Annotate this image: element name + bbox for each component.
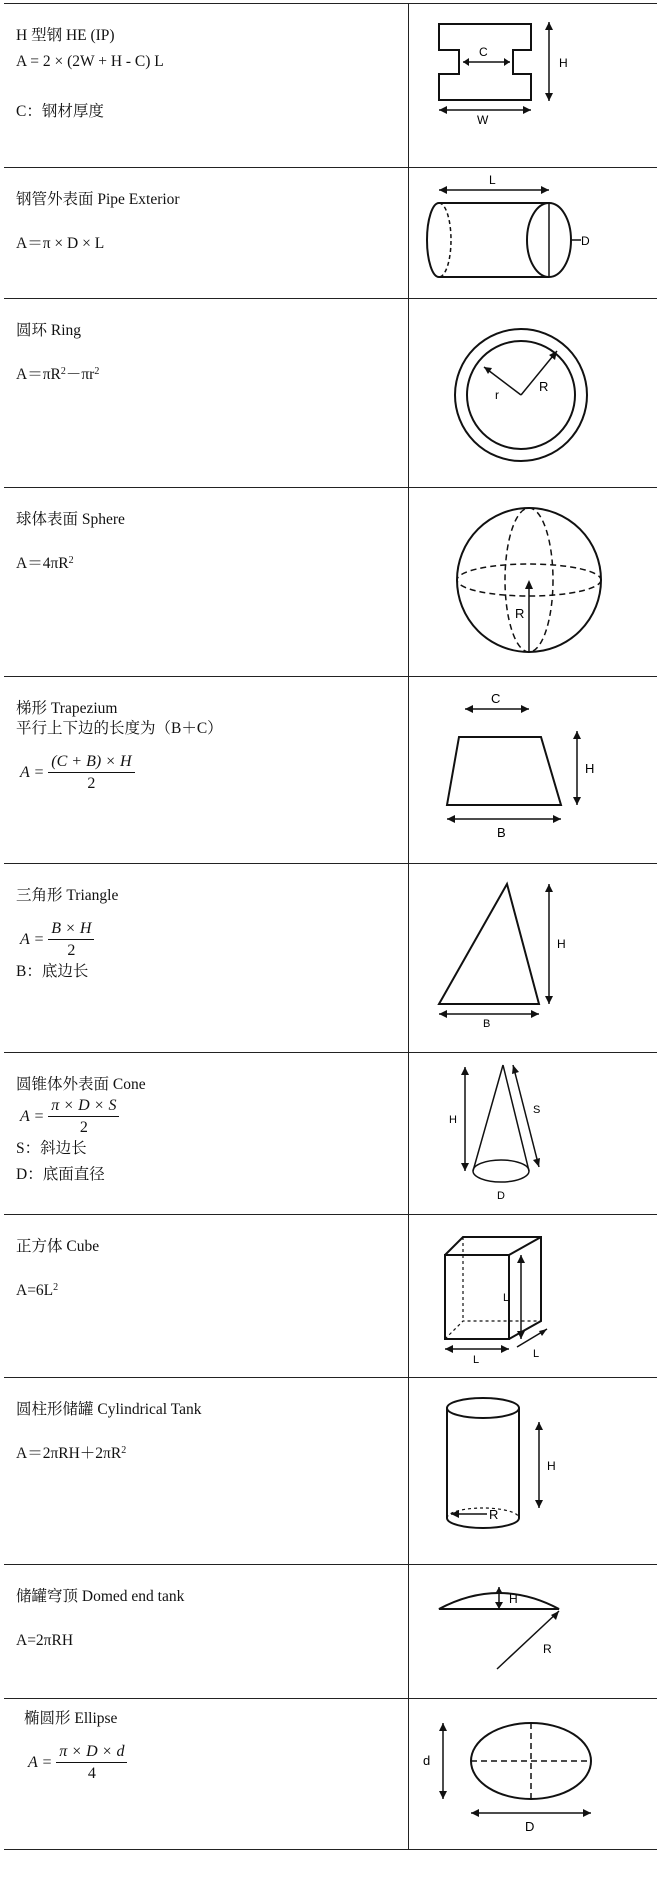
diagram-cell-cylindrical-tank	[409, 1378, 657, 1565]
label-s: S	[533, 1104, 541, 1116]
sphere-diagram	[409, 488, 657, 676]
label-r-small: r	[495, 388, 499, 402]
row-trapezium	[4, 677, 657, 864]
diagram-cell-cone	[409, 1053, 657, 1215]
formula-ellipse	[16, 1743, 408, 1783]
label-r-big: R	[539, 379, 549, 394]
text-cell-triangle	[4, 864, 409, 1053]
diagram-cell-cube	[409, 1215, 657, 1378]
label-b: B	[483, 1018, 491, 1030]
formula-cube-main: A=6L	[16, 1282, 54, 1299]
formula-triangle-den: 2	[67, 942, 76, 959]
row-ring	[4, 299, 657, 488]
label-d-big: D	[525, 1819, 535, 1834]
row-pipe	[4, 168, 657, 299]
formula-ring-sup2: 2	[94, 366, 100, 377]
label-l-width: L	[473, 1354, 480, 1366]
triangle-diagram	[409, 864, 657, 1052]
title-domed-end-tank: 储罐穹顶 Domed end tank	[16, 1588, 185, 1605]
ellipse-diagram	[409, 1699, 657, 1849]
cube-diagram	[409, 1215, 657, 1377]
diagram-cell-sphere	[409, 488, 657, 677]
formula-ring-sup1: 2	[60, 366, 66, 377]
area-formula-table	[4, 3, 657, 1850]
formula-sphere-main: A＝4πR	[16, 555, 69, 572]
label-l: L	[489, 173, 496, 187]
text-cell-cube	[4, 1215, 409, 1378]
diagram-cell-ellipse	[409, 1699, 657, 1850]
formula-ring-part2: －πr	[65, 366, 95, 383]
ring-diagram	[409, 299, 657, 487]
text-cell-cylindrical-tank	[4, 1378, 409, 1565]
diagram-cell-pipe	[409, 168, 657, 299]
label-l-depth: L	[533, 1348, 540, 1360]
label-b: B	[497, 825, 506, 840]
title-h-beam: H 型钢 HE (IP)	[16, 27, 115, 44]
diagram-cell-domed-end-tank	[409, 1565, 657, 1699]
title-ring: 圆环 Ring	[16, 322, 82, 339]
formula-h-beam: A = 2 × (2W + H - C) L	[16, 53, 164, 70]
text-cell-pipe	[4, 168, 409, 299]
label-d-small: d	[423, 1753, 431, 1768]
row-cone	[4, 1053, 657, 1215]
title-cylindrical-tank: 圆柱形储罐 Cylindrical Tank	[16, 1401, 202, 1418]
label-h: H	[449, 1114, 457, 1126]
formula-cube	[16, 1281, 408, 1301]
cylindrical-tank-diagram	[409, 1378, 657, 1564]
label-r: R	[489, 1507, 499, 1522]
formula-domed-end-tank: A=2πRH	[16, 1632, 74, 1649]
formula-sphere	[16, 554, 408, 574]
formula-sphere-sup: 2	[68, 555, 74, 566]
title-pipe: 钢管外表面 Pipe Exterior	[16, 191, 180, 208]
trapezium-diagram	[409, 677, 657, 863]
subtitle-trapezium: 平行上下边的长度为（B＋C）	[16, 720, 223, 737]
formula-triangle-lhs: A =	[20, 931, 45, 948]
label-r: R	[515, 606, 525, 621]
formula-ring-part1: A＝πR	[16, 366, 61, 383]
label-l-height: L	[503, 1292, 510, 1304]
formula-cyl-sup: 2	[121, 1445, 127, 1456]
row-ellipse	[4, 1699, 657, 1850]
text-cell-sphere	[4, 488, 409, 677]
formula-trapezium-lhs: A =	[20, 764, 45, 781]
formula-ellipse-den: 4	[87, 1765, 96, 1782]
title-cube: 正方体 Cube	[16, 1238, 100, 1255]
row-cube	[4, 1215, 657, 1378]
formula-triangle-num: B × H	[48, 920, 94, 940]
cone-diagram	[409, 1053, 657, 1214]
label-h: H	[585, 761, 595, 776]
formula-ellipse-num: π × D × d	[56, 1743, 127, 1763]
row-h-beam	[4, 4, 657, 168]
title-triangle: 三角形 Triangle	[16, 887, 119, 904]
formula-triangle	[16, 920, 408, 960]
row-cylindrical-tank	[4, 1378, 657, 1565]
diagram-cell-triangle	[409, 864, 657, 1053]
formula-cone-den: 2	[79, 1119, 88, 1136]
formula-trapezium-num: (C + B) × H	[48, 753, 134, 773]
label-h: H	[557, 937, 566, 951]
label-c: C	[479, 45, 488, 59]
label-h: H	[509, 1592, 518, 1606]
label-w: W	[477, 113, 489, 127]
note-cone-d: D：底面直径	[16, 1166, 105, 1183]
text-cell-ring	[4, 299, 409, 488]
pipe-diagram	[409, 168, 657, 298]
formula-ring	[16, 365, 408, 385]
label-r: R	[543, 1642, 552, 1656]
diagram-cell-h-beam	[409, 4, 657, 168]
note-cone-s: S：斜边长	[16, 1140, 87, 1157]
formula-trapezium-den: 2	[87, 775, 96, 792]
title-trapezium: 梯形 Trapezium	[16, 700, 118, 717]
row-domed-end-tank	[4, 1565, 657, 1699]
label-d: D	[497, 1190, 505, 1202]
formula-cone-num: π × D × S	[48, 1097, 119, 1117]
note-triangle: B：底边长	[16, 963, 89, 980]
title-ellipse: 椭圆形 Ellipse	[24, 1710, 118, 1727]
row-triangle	[4, 864, 657, 1053]
title-cone: 圆锥体外表面 Cone	[16, 1076, 146, 1093]
formula-trapezium	[16, 753, 408, 793]
text-cell-cone	[4, 1053, 409, 1215]
formula-cylindrical-tank	[16, 1444, 408, 1464]
text-cell-h-beam	[4, 4, 409, 168]
h-beam-diagram	[409, 4, 657, 167]
label-c: C	[491, 691, 501, 706]
diagram-cell-trapezium	[409, 677, 657, 864]
formula-cone-lhs: A =	[20, 1108, 45, 1125]
text-cell-domed-end-tank	[4, 1565, 409, 1699]
label-d: D	[581, 234, 590, 248]
formula-cube-sup: 2	[53, 1282, 59, 1293]
title-sphere: 球体表面 Sphere	[16, 511, 125, 528]
domed-end-tank-diagram	[409, 1565, 657, 1698]
formula-ellipse-lhs: A =	[28, 1754, 53, 1771]
row-sphere	[4, 488, 657, 677]
label-h: H	[559, 56, 568, 70]
diagram-cell-ring	[409, 299, 657, 488]
text-cell-trapezium	[4, 677, 409, 864]
label-h: H	[547, 1459, 556, 1473]
note-h-beam: C：钢材厚度	[16, 103, 104, 120]
formula-pipe: A＝π × D × L	[16, 235, 105, 252]
formula-cyl-main: A＝2πRH＋2πR	[16, 1445, 122, 1462]
formula-cone	[16, 1097, 408, 1137]
text-cell-ellipse	[4, 1699, 409, 1850]
